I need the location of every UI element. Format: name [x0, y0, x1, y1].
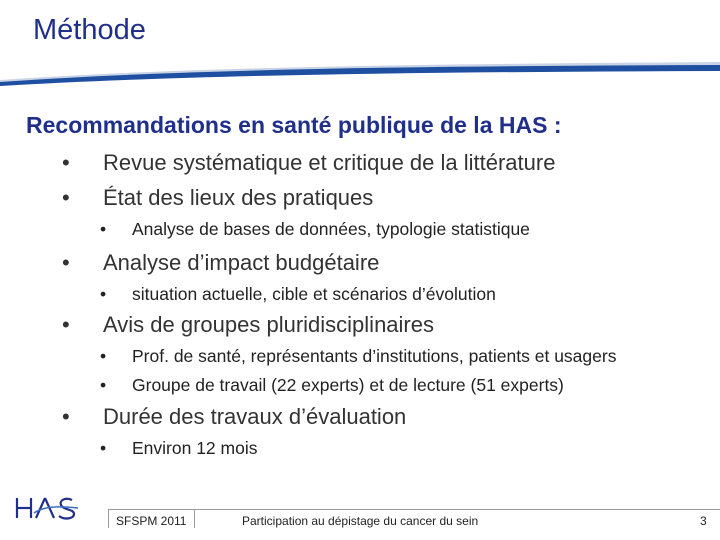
bullet-text: État des lieux des pratiques	[103, 185, 374, 210]
sub-bullet-text: Analyse de bases de données, typologie statistique	[132, 219, 530, 239]
footer-divider	[108, 509, 720, 510]
sub-bullet-item	[0, 346, 720, 368]
page-number: 3	[700, 514, 707, 528]
sub-bullet-text: Environ 12 mois	[132, 438, 258, 458]
sub-bullet-dot: •	[100, 346, 107, 366]
bullet-dot: •	[62, 185, 70, 210]
sub-bullet-dot: •	[100, 219, 107, 239]
bullet-text: Durée des travaux d’évaluation	[103, 404, 407, 429]
bullet-text: Revue systématique et critique de la littérature	[103, 150, 556, 175]
sub-bullet-text: Prof. de santé, représentants d’institutions, patients et usagers	[132, 346, 617, 366]
slide-title: Méthode	[33, 14, 146, 46]
sub-bullet-item	[0, 284, 720, 306]
sub-bullet-dot: •	[100, 284, 107, 304]
footer-org: SFSPM 2011	[116, 514, 187, 528]
sub-bullet-item	[0, 438, 720, 460]
bullet-item	[0, 404, 720, 432]
section-heading: Recommandations en santé publique de la HAS :	[26, 112, 562, 138]
bullet-dot: •	[62, 404, 70, 429]
bullet-dot: •	[62, 250, 70, 275]
has-logo-icon	[14, 494, 80, 524]
bullet-item	[0, 312, 720, 340]
bullet-dot: •	[62, 312, 70, 337]
bullet-item	[0, 185, 720, 213]
sub-bullet-text: situation actuelle, cible et scénarios d’évolution	[132, 284, 496, 304]
bullet-item	[0, 250, 720, 278]
sub-bullet-dot: •	[100, 375, 107, 395]
bullet-item	[0, 150, 720, 178]
sub-bullet-dot: •	[100, 438, 107, 458]
sub-bullet-text: Groupe de travail (22 experts) et de lecture (51 experts)	[132, 375, 564, 395]
sub-bullet-item	[0, 375, 720, 397]
footer-subject: Participation au dépistage du cancer du sein	[242, 514, 479, 528]
bullet-text: Avis de groupes pluridisciplinaires	[103, 312, 434, 337]
bullet-dot: •	[62, 150, 70, 175]
header-swoosh-banner	[0, 58, 720, 90]
sub-bullet-item	[0, 219, 720, 241]
bullet-text: Analyse d’impact budgétaire	[103, 250, 380, 275]
